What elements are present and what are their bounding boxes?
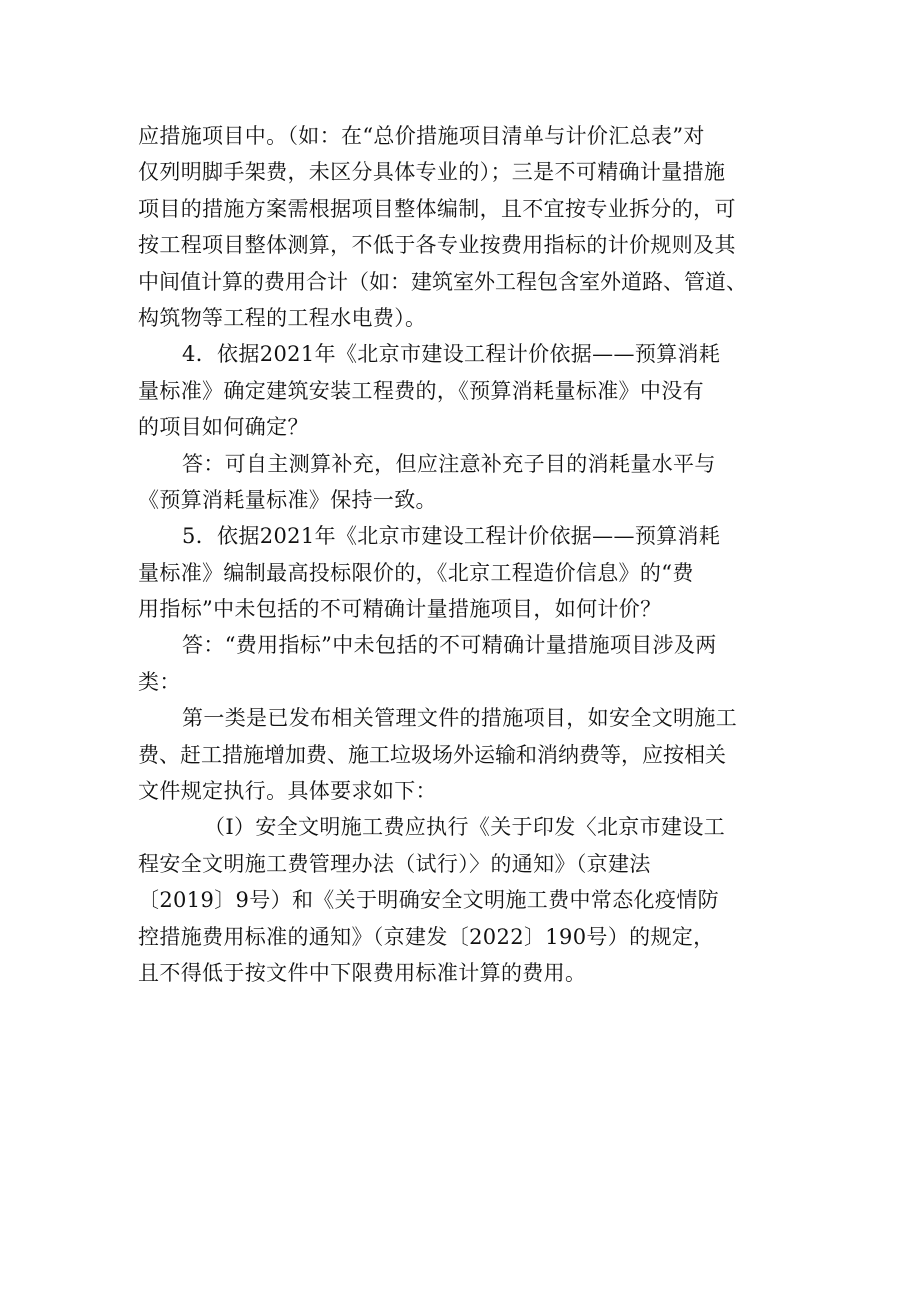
question-4-line: 的项目如何确定？ [138,415,309,440]
question-4-line: 量标准》确定建筑安装工程费的，《预算消耗量标准》中没有 [138,378,704,403]
item-i-line: 程安全文明施工费管理办法（试行）〉的通知》（京建法 [138,851,651,876]
question-5-line: 5．依据2021年《北京市建设工程计价依据——预算消耗 [182,524,721,549]
question-5-line: 用指标”中未包括的不可精确计量措施项目，如何计价？ [138,597,662,622]
question-4-line: 4．依据2021年《北京市建设工程计价依据——预算消耗 [182,342,721,367]
item-i-line: 控措施费用标准的通知》（京建发〔2022〕190号）的规定， [138,924,715,949]
text-line: 应措施项目中。（如：在“总价措施项目清单与计价汇总表”对 [138,124,705,148]
item-i-line: 且不得低于按文件中下限费用标准计算的费用。 [138,960,587,985]
answer-5-line: 答：“费用指标”中未包括的不可精确计量措施项目涉及两 [182,633,717,658]
question-5-line: 量标准》编制最高投标限价的，《北京工程造价信息》的“费 [138,560,694,585]
item-i-line: 〔2019〕9号）和《关于明确安全文明施工费中常态化疫情防 [138,888,719,913]
category-one-line: 费、赶工措施增加费、施工垃圾场外运输和消纳费等，应按相关 [138,742,726,767]
answer-4-line: 答：可自主测算补充，但应注意补充子目的消耗量水平与 [182,451,716,476]
text-line: 构筑物等工程的工程水电费）。 [138,305,427,330]
text-line: 项目的措施方案需根据项目整体编制，且不宜按专业拆分的，可 [138,196,736,221]
text-line: 中间值计算的费用合计（如：建筑室外工程包含室外道路、管道、 [138,269,747,294]
answer-5-line: 类： [138,669,181,694]
text-line: 按工程项目整体测算，不低于各专业按费用指标的计价规则及其 [138,233,736,258]
document-body [138,118,788,991]
category-one-line: 文件规定执行。具体要求如下： [138,779,437,804]
category-one-line: 第一类是已发布相关管理文件的措施项目，如安全文明施工 [182,706,738,731]
answer-4-line: 《预算消耗量标准》保持一致。 [138,487,437,512]
text-line: 仅列明脚手架费，未区分具体专业的）；三是不可精确计量措施 [138,160,726,185]
item-i-line: （I）安全文明施工费应执行《关于印发〈北京市建设工 [204,815,726,840]
